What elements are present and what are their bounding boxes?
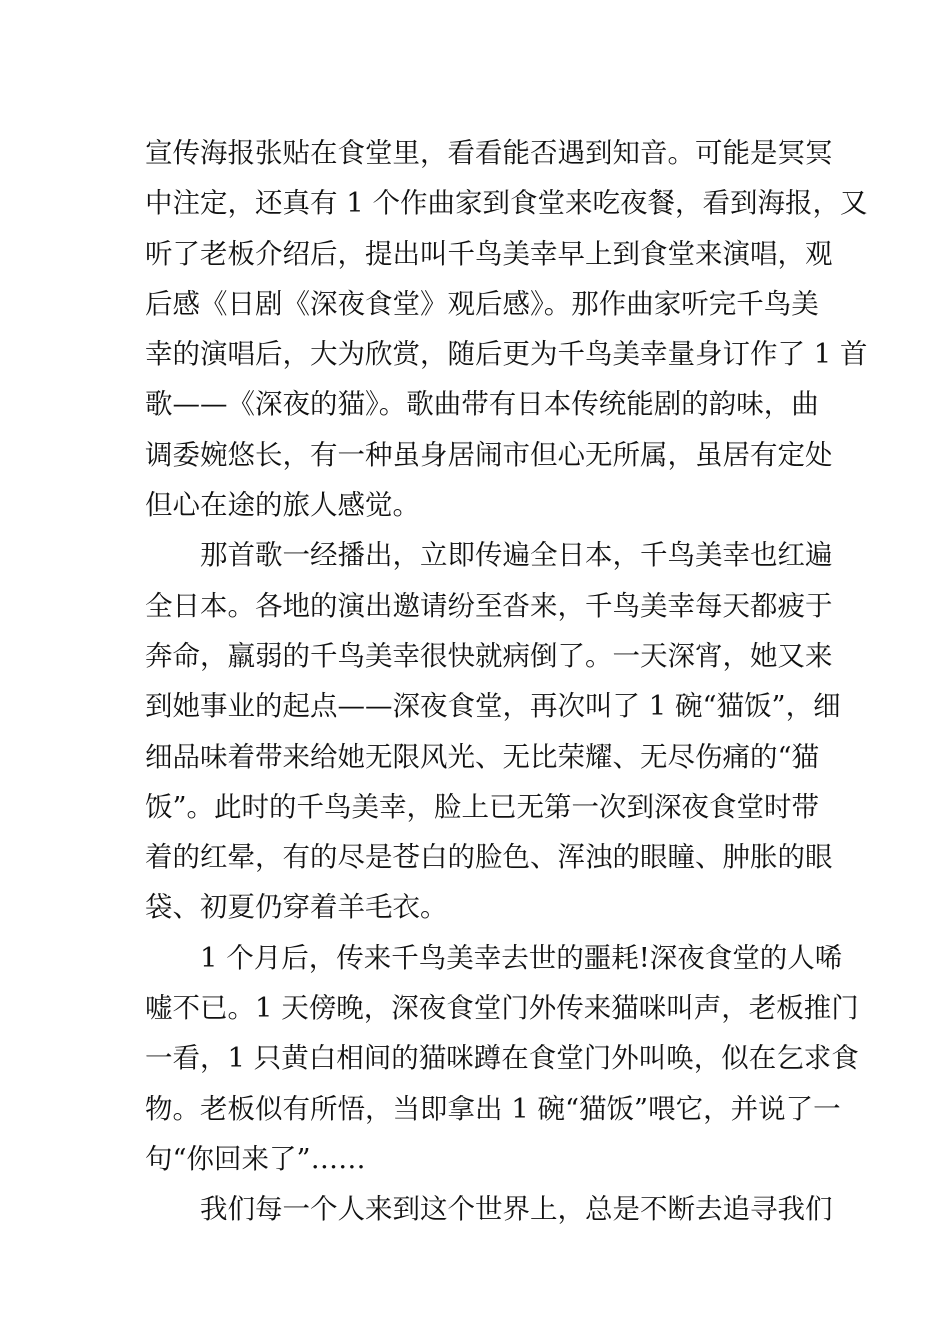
paragraph-1-line-3: 听了老板介绍后，提出叫千鸟美幸早上到食堂来演唱，观 — [145, 237, 833, 270]
paragraph-2-line-2: 全日本。各地的演出邀请纷至沓来，千鸟美幸每天都疲于 — [145, 589, 833, 622]
paragraph-1-line-8: 但心在途的旅人感觉。 — [145, 489, 420, 522]
paragraph-1-line-7: 调委婉悠长，有一种虽身居闹市但心无所属，虽居有定处 — [145, 438, 833, 471]
paragraph-3-line-4: 物。老板似有所悟，当即拿出 1 碗“猫饭”喂它，并说了一 — [145, 1092, 841, 1125]
paragraph-2-line-5: 细品味着带来给她无限风光、无比荣耀、无尽伤痛的“猫 — [145, 740, 820, 773]
paragraph-1-line-2: 中注定，还真有 1 个作曲家到食堂来吃夜餐，看到海报，又 — [145, 187, 868, 220]
paragraph-2-line-8: 袋、初夏仍穿着羊毛衣。 — [145, 891, 448, 924]
paragraph-1-line-4: 后感《日剧《深夜食堂》观后感》。那作曲家听完千鸟美 — [145, 287, 819, 320]
paragraph-1-line-5: 幸的演唱后，大为欣赏，随后更为千鸟美幸量身订作了 1 首 — [145, 338, 868, 371]
body-text — [145, 128, 868, 1235]
paragraph-2-line-4: 到她事业的起点——深夜食堂，再次叫了 1 碗“猫饭”，细 — [145, 690, 841, 723]
paragraph-3-line-1: 1 个月后，传来千鸟美幸去世的噩耗!深夜食堂的人唏 — [200, 941, 843, 974]
paragraph-1-line-1: 宣传海报张贴在食堂里，看看能否遇到知音。可能是冥冥 — [145, 137, 833, 169]
paragraph-1-line-6: 歌——《深夜的猫》。歌曲带有日本传统能剧的韵味，曲 — [145, 388, 819, 421]
paragraph-3-line-3: 一看，1 只黄白相间的猫咪蹲在食堂门外叫唤，似在乞求食 — [145, 1042, 859, 1075]
paragraph-2-line-3: 奔命，羸弱的千鸟美幸很快就病倒了。一天深宵，她又来 — [145, 639, 833, 672]
paragraph-3-line-5: 句“你回来了”…… — [145, 1142, 366, 1175]
paragraph-2-line-6: 饭”。此时的千鸟美幸，脸上已无第一次到深夜食堂时带 — [145, 790, 820, 823]
paragraph-2-line-1: 那首歌一经播出，立即传遍全日本，千鸟美幸也红遍 — [200, 539, 833, 572]
paragraph-4-line-1: 我们每一个人来到这个世界上，总是不断去追寻我们 — [200, 1193, 833, 1226]
paragraph-2-line-7: 着的红晕，有的尽是苍白的脸色、浑浊的眼瞳、肿胀的眼 — [145, 841, 833, 874]
paragraph-3-line-2: 嘘不已。1 天傍晚，深夜食堂门外传来猫咪叫声，老板推门 — [145, 992, 859, 1025]
